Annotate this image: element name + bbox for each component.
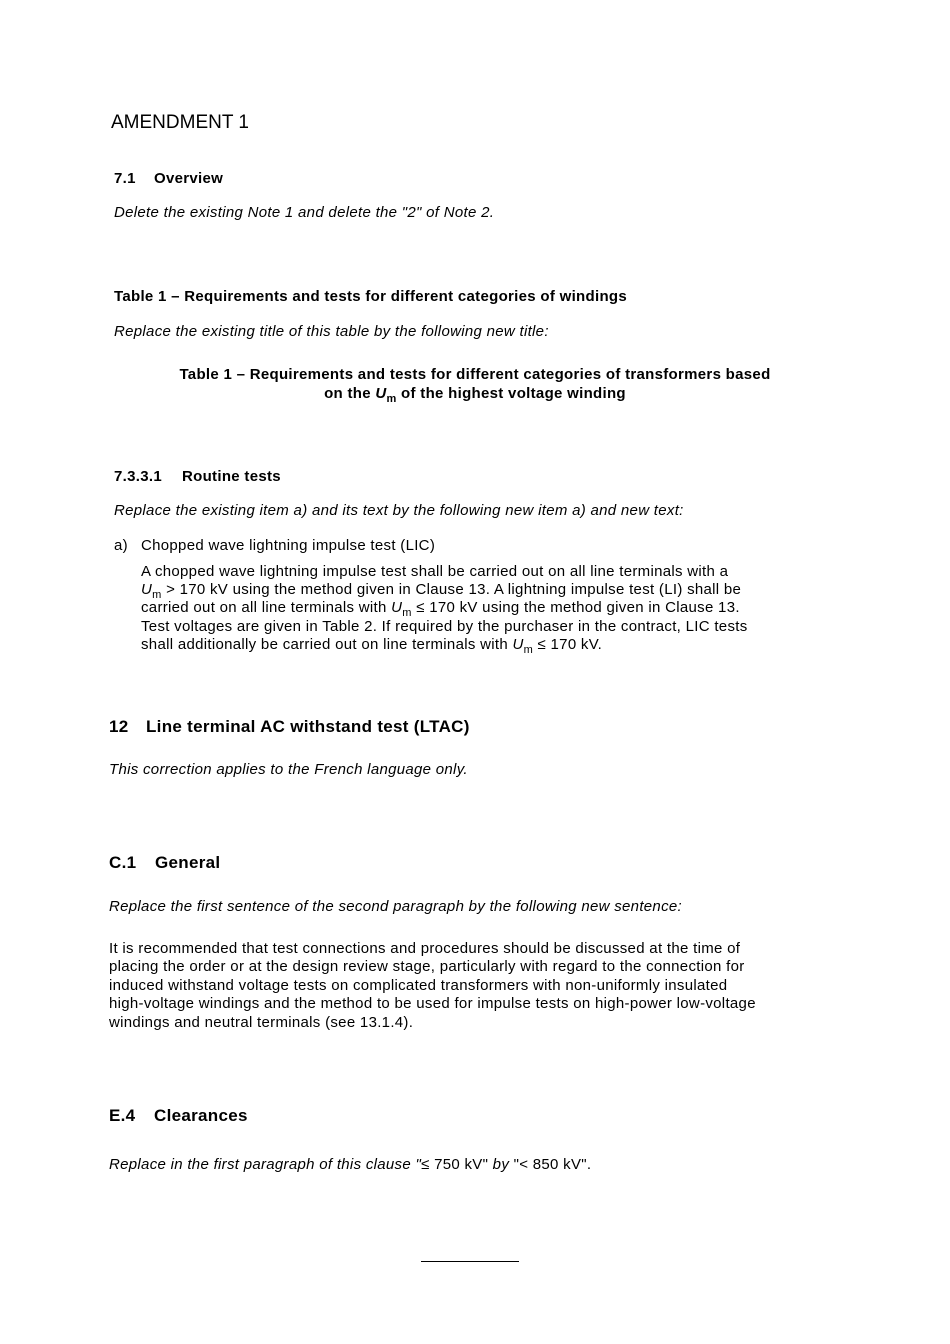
section-c-1-heading xyxy=(109,853,220,873)
section-title: Routine tests xyxy=(182,468,281,485)
body-line-4: high-voltage windings and the method to be used for impulse tests on high-power low-voltage xyxy=(109,995,756,1013)
new-title-line-1: Table 1 – Requirements and tests for different categories of transformers based xyxy=(179,366,771,383)
section-e-4-heading xyxy=(109,1106,248,1126)
section-number: 7.1 xyxy=(114,170,136,187)
section-e-4-instruction: Replace in the first paragraph of this clause "≤ 750 kV" by "< 850 kV". xyxy=(109,1156,592,1173)
section-number: 7.3.3.1 xyxy=(114,468,162,485)
section-number: 12 xyxy=(109,717,129,736)
list-item-title: Chopped wave lightning impulse test (LIC) xyxy=(141,537,436,554)
table-1-heading: Table 1 – Requirements and tests for different categories of windings xyxy=(114,288,628,305)
section-7-1-instruction: Delete the existing Note 1 and delete the "2" of Note 2. xyxy=(114,204,495,221)
section-12-instruction: This correction applies to the French language only. xyxy=(109,761,468,778)
section-7-3-3-1-instruction: Replace the existing item a) and its text by the following new item a) and new text: xyxy=(114,502,684,519)
body-line-1: It is recommended that test connections and procedures should be discussed at the time of xyxy=(109,940,741,957)
body-line-3: induced withstand voltage tests on complicated transformers with non-uniformly insulated xyxy=(109,976,728,994)
section-number: C.1 xyxy=(109,853,137,872)
list-item-body xyxy=(141,563,836,654)
section-title: General xyxy=(155,853,221,872)
section-7-1-heading xyxy=(114,170,223,187)
table-1-new-title xyxy=(114,365,836,403)
body-line-2: placing the order or at the design review stage, particularly with regard to the connection for xyxy=(109,958,745,976)
section-c-1-body xyxy=(109,940,831,1032)
body-line-3: carried out on all line terminals with $U_m \le 170$ kV using the method given in Clause 13. xyxy=(141,599,740,620)
new-title-line-2: on the $U_m$ of the highest voltage winding xyxy=(324,385,626,405)
body-line-1: A chopped wave lightning impulse test shall be carried out on all line terminals with a xyxy=(141,563,729,580)
body-line-4: Test voltages are given in Table 2. If required by the purchaser in the contract, LIC tests xyxy=(141,617,748,635)
end-of-document-rule xyxy=(421,1261,519,1262)
section-title: Overview xyxy=(154,170,224,187)
section-7-3-3-1-heading xyxy=(114,468,281,485)
body-line-5: shall additionally be carried out on line terminals with $U_m \le 170$ kV. xyxy=(141,635,603,656)
document-title: AMENDMENT 1 xyxy=(111,112,249,133)
section-title: Clearances xyxy=(154,1106,248,1125)
section-title: Line terminal AC withstand test (LTAC) xyxy=(146,717,470,736)
section-number: E.4 xyxy=(109,1106,136,1125)
body-line-5: windings and neutral terminals (see 13.1.4). xyxy=(109,1013,414,1031)
body-line-2: $U_m > 170$ kV using the method given in Clause 13. A lightning impulse test (LI) shall be xyxy=(141,581,742,602)
table-1-instruction: Replace the existing title of this table by the following new title: xyxy=(114,323,549,340)
section-12-heading xyxy=(109,717,470,737)
list-item-marker: a) xyxy=(114,537,128,554)
section-c-1-instruction: Replace the first sentence of the second paragraph by the following new sentence: xyxy=(109,898,682,915)
